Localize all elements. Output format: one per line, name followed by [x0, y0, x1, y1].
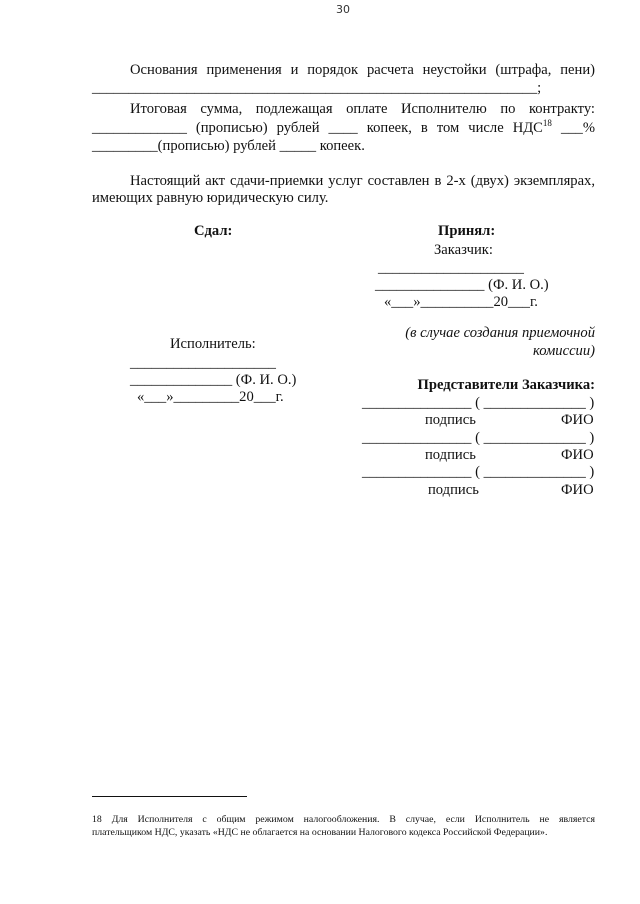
footnote — [92, 814, 595, 839]
total-sum-line-2-text: _____________ (прописью) рублей ____ копеек, в том числе НДС — [92, 120, 543, 136]
representative-2-fio-label: ФИО — [561, 447, 594, 463]
executor-date-line: «___»_________20___г. — [137, 389, 284, 405]
footnote-ref-18: 18 — [542, 118, 552, 129]
penalty-paragraph-line-2: _____________________________________________________________; — [92, 80, 542, 96]
representative-1-fio-label: ФИО — [561, 412, 594, 428]
representative-3-fio-label: ФИО — [561, 482, 594, 498]
customer-date-line: «___»__________20___г. — [384, 294, 538, 310]
customer-fio-line: _______________ (Ф. И. О.) — [375, 277, 549, 293]
accepted-heading: Принял: — [438, 223, 496, 239]
footnote-line-1: 18 Для Исполнителя с общим режимом налогообложения. В случае, если Исполнитель не является — [92, 814, 595, 825]
representative-3-sign-label: подпись — [428, 482, 479, 498]
total-sum-line-2 — [92, 120, 595, 138]
page-number: 30 — [336, 3, 350, 16]
representative-1-sign-label: подпись — [425, 412, 476, 428]
executor-label: Исполнитель: — [170, 336, 256, 352]
representative-2-sign-line: _______________ ( ______________ ) — [362, 430, 595, 446]
vat-percent: ___% — [551, 120, 595, 136]
representative-2-sign-label: подпись — [425, 447, 476, 463]
act-copies-line-2: имеющих равную юридическую силу. — [92, 190, 329, 206]
commission-note-line-2: комиссии) — [532, 343, 595, 359]
executor-signature-line: ____________________ — [130, 355, 276, 371]
footnote-separator — [92, 796, 247, 797]
customer-label: Заказчик: — [434, 242, 493, 258]
commission-note-line-1: (в случае создания приемочной — [405, 325, 595, 341]
customer-representatives-heading: Представители Заказчика: — [417, 377, 595, 393]
footnote-line-2: плательщиком НДС, указать «НДС не облагается на основании Налогового кодекса Российской Федерации». — [92, 826, 548, 838]
representative-3-sign-line: _______________ ( ______________ ) — [362, 464, 595, 480]
representative-1-sign-line: _______________ ( ______________ ) — [362, 395, 595, 411]
total-sum-line-3: _________(прописью) рублей _____ копеек. — [92, 138, 365, 154]
total-sum-line-1: Итоговая сумма, подлежащая оплате Исполнителю по контракту: — [130, 101, 595, 117]
executor-fio-line: ______________ (Ф. И. О.) — [130, 372, 297, 388]
handed-over-heading: Сдал: — [194, 223, 233, 239]
act-copies-line-1: Настоящий акт сдачи-приемки услуг составлен в 2-х (двух) экземплярах, — [130, 173, 595, 189]
customer-signature-line: ____________________ — [378, 260, 524, 276]
penalty-paragraph-line-1: Основания применения и порядок расчета неустойки (штрафа, пени) — [130, 62, 595, 78]
